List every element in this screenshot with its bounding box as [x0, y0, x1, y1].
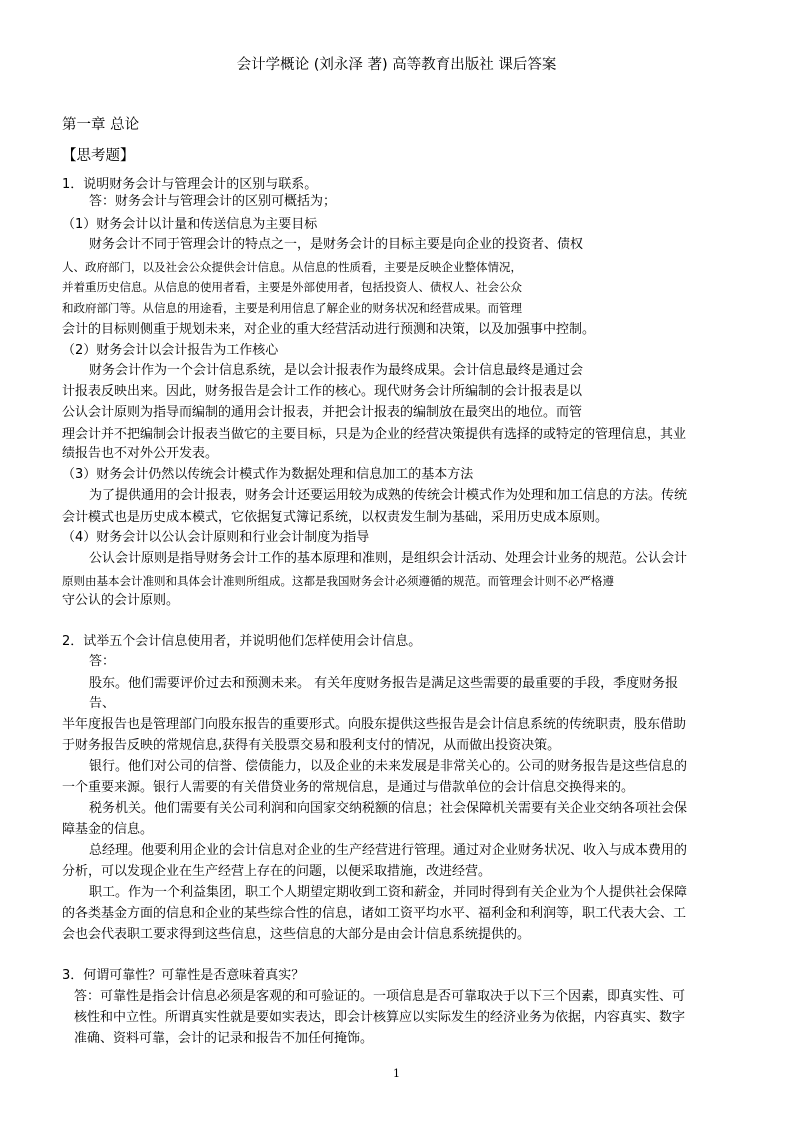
section-heading: 【思考题】	[62, 148, 135, 164]
paragraph-line: 公认会计原则为指导而编制的通用会计报表，并把会计报表的编制放在最突出的地位。而管	[62, 405, 583, 420]
paragraph-line: 银行。他们对公司的信誉、偿债能力，以及企业的未来发展是非常关心的。公司的财务报告是这些信息的	[89, 759, 688, 774]
page-number: 1	[393, 1067, 400, 1080]
paragraph-line: 会也会代表职工要求得到这些信息，这些信息的大部分是由会计信息系统提供的。	[62, 927, 531, 942]
paragraph-line: 人、政府部门，以及社会公众提供会计信息。从信息的性质看，主要是反映企业整体情况，	[62, 260, 522, 274]
paragraph-line: 股东。他们需要评价过去和预测未来。 有关年度财务报告是满足这些需要的最重要的手段，季度财务报	[89, 676, 679, 691]
point-4-heading: （4）财务会计以公认会计原则和行业会计制度为指导	[62, 530, 370, 545]
paragraph-line: 告、	[89, 696, 116, 711]
paragraph-line: 会计的目标则侧重于规划未来，对企业的重大经营活动进行预测和决策，以及加强事中控制。	[62, 322, 596, 337]
question-2: 2．试举五个会计信息使用者，并说明他们怎样使用会计信息。	[62, 634, 422, 649]
paragraph-line: 职工。作为一个利益集团，职工个人期望定期收到工资和薪金，并同时得到有关企业为个人提供社会保障	[89, 885, 688, 900]
question-1: 1．说明财务会计与管理会计的区别与联系。	[62, 177, 318, 192]
question-3: 3．何谓可靠性？可靠性是否意味着真实？	[62, 968, 305, 983]
paragraph-line: 并着重历史信息。从信息的使用者看，主要是外部使用者，包括投资人、债权人、社会公众	[62, 280, 522, 294]
point-2-heading: （2）财务会计以会计报告为工作核心	[62, 343, 279, 358]
paragraph-line: 于财务报告反映的常规信息,获得有关股票交易和股利支付的情况，从而做出投资决策。	[62, 738, 561, 753]
document-title: 会计学概论 (刘永泽 著) 高等教育出版社 课后答案	[236, 57, 557, 73]
point-3-heading: （3）财务会计仍然以传统会计模式作为数据处理和信息加工的基本方法	[62, 467, 474, 482]
paragraph-line: 原则由基本会计准则和具体会计准则所组成。这都是我国财务会计必须遵循的规范。而管理会计则不必严格遵	[62, 574, 614, 588]
paragraph-line: 财务会计作为一个会计信息系统，是以会计报表作为最终成果。会计信息最终是通过会	[89, 363, 584, 378]
paragraph-line: 为了提供通用的会计报表，财务会计还要运用较为成熟的传统会计模式作为处理和加工信息的方法。传统	[89, 488, 688, 503]
paragraph-line: 和政府部门等。从信息的用途看，主要是利用信息了解企业的财务状况和经营成果。而管理	[62, 301, 522, 315]
paragraph-line: 答：可靠性是指会计信息必须是客观的和可验证的。一项信息是否可靠取决于以下三个因素，即真实性、可	[74, 989, 686, 1004]
paragraph-line: 理会计并不把编制会计报表当做它的主要目标，只是为企业的经营决策提供有选择的或特定的管理信息，其业	[62, 427, 687, 442]
paragraph-line: 分析，可以发现企业在生产经营上存在的问题，以便采取措施，改进经营。	[62, 864, 492, 879]
chapter-heading: 第一章 总论	[62, 117, 140, 133]
paragraph-line: 的各类基金方面的信息和企业的某些综合性的信息，诸如工资平均水平、福利金和利润等，职工代表大会、工	[62, 906, 687, 921]
paragraph-line: 障基金的信息。	[62, 822, 154, 837]
paragraph-line: 半年度报告也是管理部门向股东报告的重要形式。向股东提供这些报告是会计信息系统的传统职责，股东借助	[62, 717, 687, 732]
paragraph-line: 核性和中立性。所谓真实性就是要如实表达，即会计核算应以实际发生的经济业务为依据，内容真实、数字	[74, 1010, 686, 1025]
answer-intro: 答：财务会计与管理会计的区别可概括为；	[89, 194, 337, 209]
paragraph-line: 准确、资料可靠，会计的记录和报告不加任何掩饰。	[74, 1031, 374, 1046]
paragraph-line: 计报表反映出来。因此，财务报告是会计工作的核心。现代财务会计所编制的会计报表是以	[62, 384, 583, 399]
paragraph-line: 一个重要来源。银行人需要的有关借贷业务的常规信息，是通过与借款单位的会计信息交换得来的。	[62, 780, 635, 795]
paragraph-line: 税务机关。他们需要有关公司利润和向国家交纳税额的信息；社会保障机关需要有关企业交纳各项社会保	[89, 801, 688, 816]
paragraph-line: 公认会计原则是指导财务会计工作的基本原理和准则，是组织会计活动、处理会计业务的规范。公认会计	[89, 551, 688, 566]
paragraph-line: 总经理。他要利用企业的会计信息对企业的生产经营进行管理。通过对企业财务状况、收入与成本费用的	[89, 843, 688, 858]
paragraph-line: 绩报告也不对外公开发表。	[62, 446, 219, 461]
point-1-heading: （1）财务会计以计量和传送信息为主要目标	[62, 217, 318, 232]
paragraph-line: 会计模式也是历史成本模式，它依据复式簿记系统，以权责发生制为基础，采用历史成本原则。	[62, 510, 609, 525]
paragraph-line: 财务会计不同于管理会计的特点之一，是财务会计的目标主要是向企业的投资者、债权	[89, 237, 584, 252]
answer-label: 答：	[89, 654, 116, 669]
paragraph-line: 守公认的会计原则。	[62, 593, 180, 608]
